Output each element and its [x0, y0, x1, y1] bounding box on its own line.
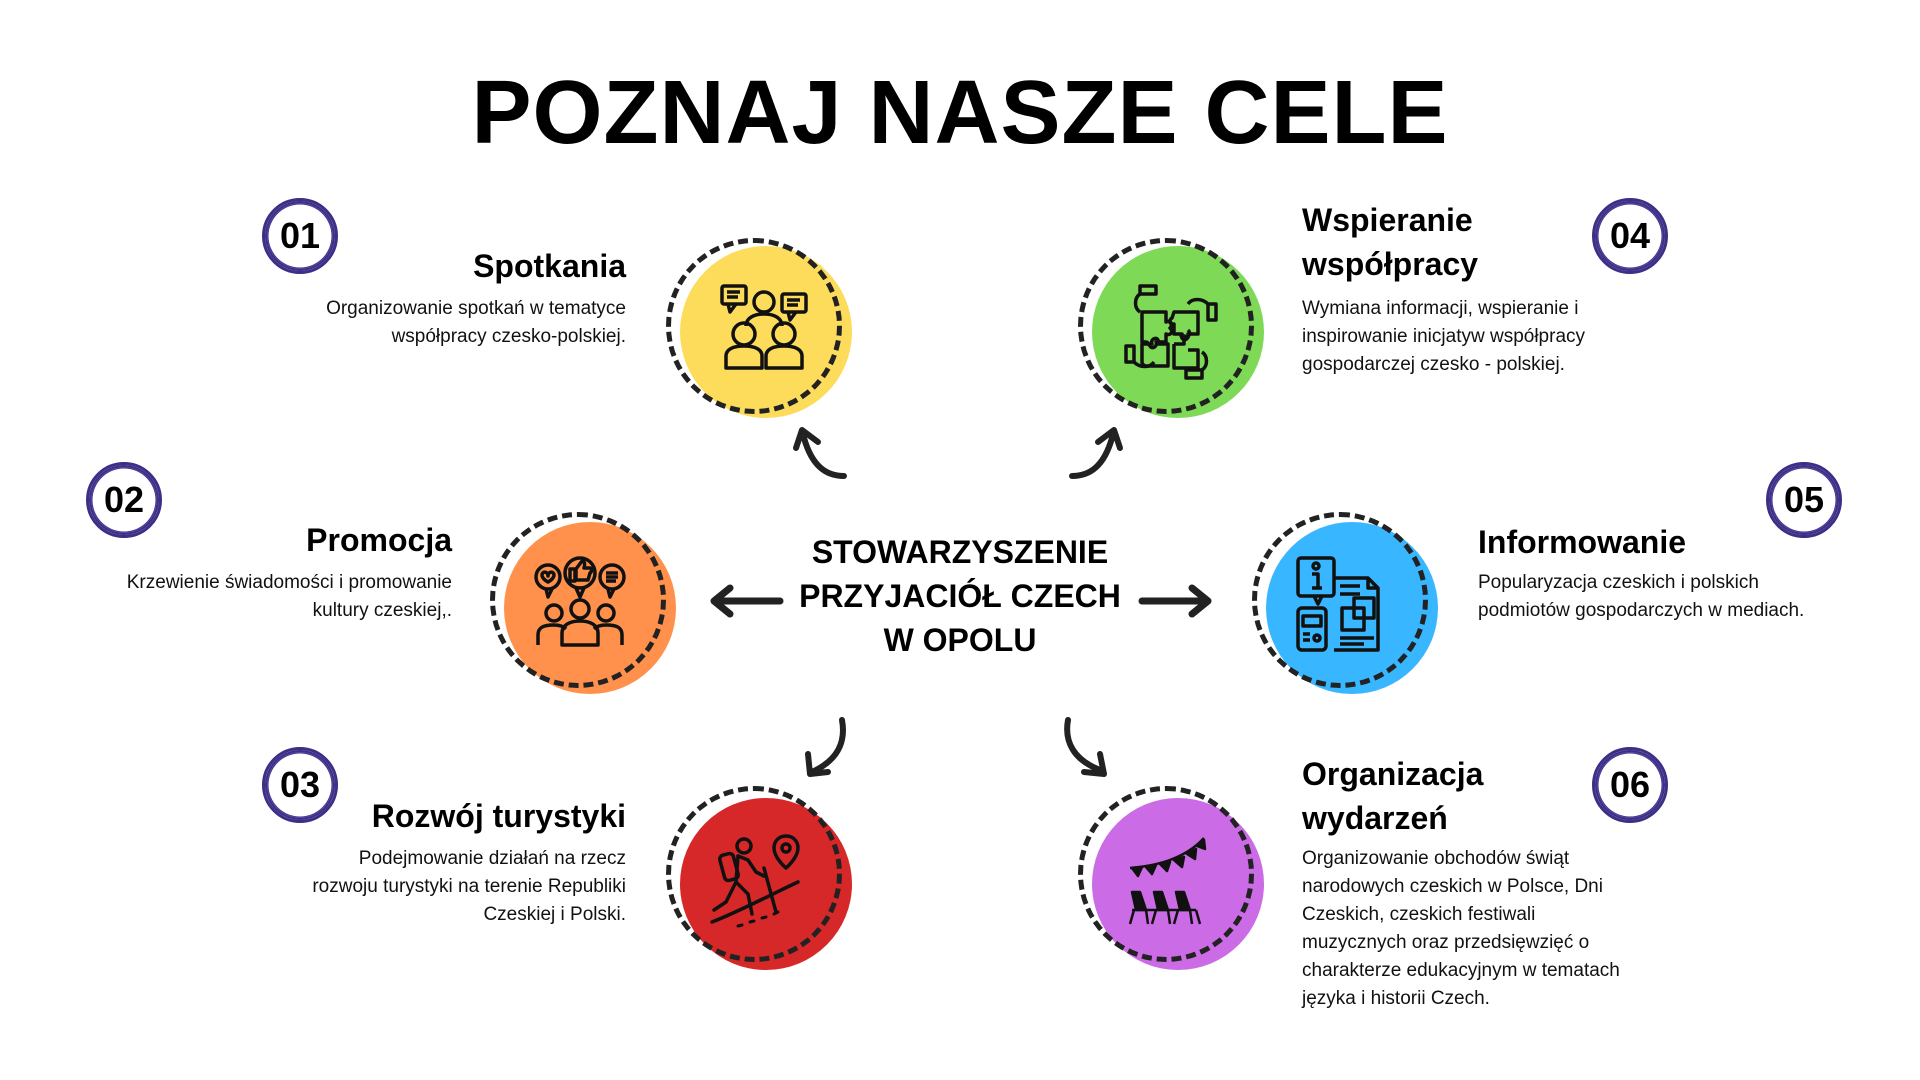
desc-line: Organizowanie obchodów świąt	[1302, 848, 1570, 869]
page-title: POZNAJ NASZE CELE	[471, 63, 1449, 163]
hands-puzzle-icon	[1122, 282, 1222, 382]
goal-description-promocja	[60, 569, 452, 625]
goal-heading-informowanie: Informowanie	[1478, 524, 1687, 560]
arrow-down-left-icon	[800, 714, 850, 780]
desc-line: Podejmowanie działań na rzecz	[358, 848, 626, 869]
arrow-down-right-icon	[1060, 714, 1116, 780]
desc-line: Krzewienie świadomości i promowanie	[126, 572, 452, 593]
desc-line: podmiotów gospodarczych w mediach.	[1478, 600, 1805, 621]
heading-line: Organizacja	[1302, 756, 1484, 792]
arrow-up-right-icon	[1066, 422, 1126, 482]
goal-description-informowanie	[1478, 569, 1898, 625]
goal-description-organizacja-wydarzen	[1302, 845, 1702, 1013]
audience-feedback-icon	[530, 555, 630, 655]
desc-line: Popularyzacja czeskich i polskich	[1478, 572, 1759, 593]
arrow-up-left-icon	[790, 422, 850, 482]
goal-number-badge-01: 01	[262, 198, 338, 274]
goal-heading-rozwoj-turystyki: Rozwój turystyki	[371, 798, 626, 834]
desc-line: Organizowanie spotkań w tematyce	[326, 298, 626, 319]
desc-line: narodowych czeskich w Polsce, Dni	[1302, 876, 1603, 897]
desc-line: Wymiana informacji, wspieranie i	[1302, 298, 1579, 319]
goal-heading-organizacja-wydarzen	[1302, 752, 1602, 840]
meeting-people-chat-icon	[716, 280, 816, 380]
goal-heading-spotkania: Spotkania	[473, 248, 626, 284]
desc-line: kultury czeskiej,.	[312, 600, 452, 621]
org-name-line-2: PRZYJACIÓŁ CZECH	[799, 578, 1121, 614]
desc-line: muzycznych oraz przedsięwzięć o	[1302, 932, 1590, 953]
desc-line: współpracy czesko-polskiej.	[391, 326, 626, 347]
goal-number-badge-06: 06	[1592, 747, 1668, 823]
goal-description-wspieranie-wspolpracy	[1302, 295, 1702, 379]
desc-line: inspirowanie inicjatyw współpracy	[1302, 326, 1586, 347]
arrow-right-icon	[1138, 584, 1214, 618]
heading-line: Wspieranie	[1302, 202, 1473, 238]
desc-line: gospodarczej czesko - polskiej.	[1302, 354, 1565, 375]
goal-number-badge-04: 04	[1592, 198, 1668, 274]
goal-heading-wspieranie-wspolpracy	[1302, 198, 1602, 286]
desc-line: rozwoju turystyki na terenie Republiki	[312, 876, 626, 897]
desc-line: charakterze edukacyjnym w tematach	[1302, 960, 1620, 981]
org-name-line-3: W OPOLU	[883, 622, 1037, 658]
goal-number-badge-05: 05	[1766, 462, 1842, 538]
org-name-line-1: STOWARZYSZENIE	[811, 534, 1109, 570]
goal-number-badge-03: 03	[262, 747, 338, 823]
arrow-left-icon	[708, 584, 784, 618]
event-bunting-chairs-icon	[1124, 830, 1224, 930]
desc-line: języka i historii Czech.	[1302, 988, 1490, 1009]
desc-line: Czeskiej i Polski.	[483, 904, 626, 925]
organization-name	[780, 530, 1140, 662]
heading-line: współpracy	[1302, 246, 1479, 282]
goal-description-spotkania	[240, 295, 626, 351]
goal-number-badge-02: 02	[86, 462, 162, 538]
goal-description-rozwoj-turystyki	[240, 845, 626, 929]
heading-line: wydarzeń	[1302, 800, 1448, 836]
goal-heading-promocja: Promocja	[306, 522, 452, 558]
info-news-media-icon	[1294, 554, 1394, 654]
desc-line: Czeskich, czeskich festiwali	[1302, 904, 1536, 925]
hiker-location-icon	[708, 832, 808, 932]
